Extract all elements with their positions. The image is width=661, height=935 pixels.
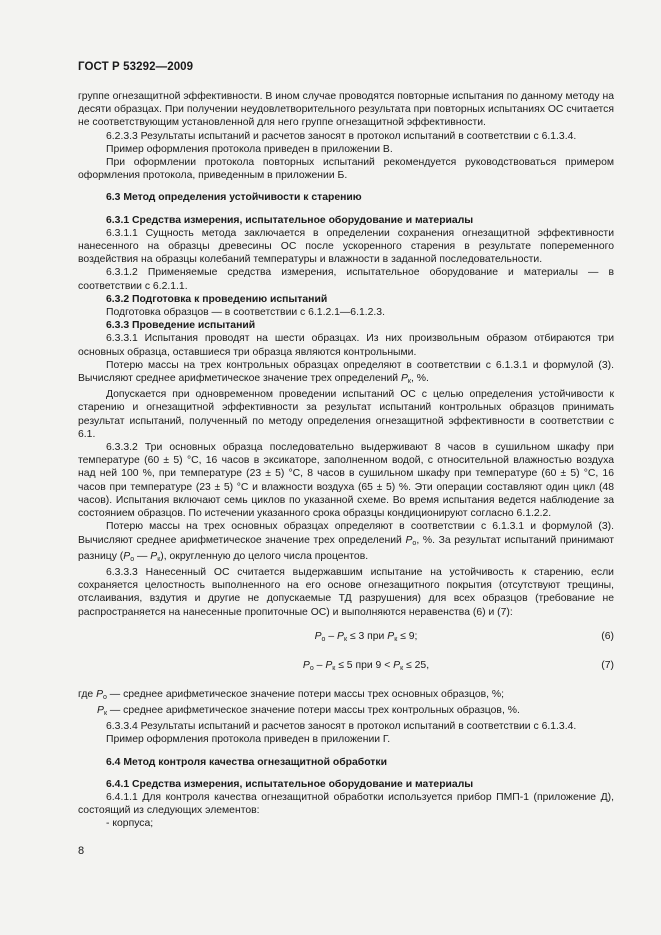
paragraph: При оформлении протокола повторных испытаний рекомендуется руководствоваться примером оформления протокола, приведенным в приложении Б. <box>78 157 614 182</box>
equation-7: $P_о - P_к \le 5$ при $9 < P_к \le 25$, (7) <box>302 659 614 672</box>
list-item: - корпуса; <box>106 818 154 830</box>
section-heading: 6.4 Метод контроля качества огнезащитной обработки <box>106 756 387 768</box>
equation-6: $P_о - P_к \le 3$ при $P_к \le 9$; (6) <box>314 630 614 643</box>
subsection-heading: 6.3.3 Проведение испытаний <box>106 320 256 332</box>
legend-po: где $P_о$ — среднее арифметическое значение потери массы трех основных образцов, %; <box>78 688 505 701</box>
paragraph: 6.4.1.1 Для контроля качества огнезащитной обработки используется прибор ПМП-1 (приложение Д), состоящий из следующих элементов: <box>78 791 614 817</box>
standard-header: ГОСТ Р 53292—2009 <box>78 61 194 73</box>
paragraph: 6.3.1.2 Применяемые средства измерения, испытательное оборудование и материалы — в соответствии с 6.2.1.1. <box>78 267 614 292</box>
paragraph: Потерю массы на трех контрольных образцах определяют в соответствии с 6.1.3.1 и формулой (3). Вычисляют среднее арифметическое значение трех определений $P_к$, %. <box>78 359 614 386</box>
subsection-heading: 6.3.1 Средства измерения, испытательное оборудование и материалы <box>106 214 474 226</box>
paragraph: Потерю массы на трех основных образцах определяют в соответствии с 6.1.3.1 и формулой (3). Вычисляют среднее арифметическое значение трех определений $P_о$, %. За результат испытаний принимают разницу ($P_о$ — $P_к$), округленную до целого числа процентов. <box>78 521 614 563</box>
paragraph: 6.2.3.3 Результаты испытаний и расчетов заносят в протокол испытаний в соответствии с 6.1.3.4. <box>106 130 577 142</box>
paragraph: 6.3.3.2 Три основных образца последовательно выдерживают 8 часов в сушильном шкафу при температуре (60 ± 5) °С, 16 часов в эксикаторе, заполненном водой, с относительной влажностью воздуха над ней 100 %, при температуре (23 ± 5) °С, 8 часов в сушильном шкафу при температуре (60 ± 5) °С, 16 часов при температуре (23 ± 5) °С и влажности воздуха (65 ± 5) %. Эти операции составляют один цикл (48 часов). Испытания включают семь циклов по указанной схеме. Во время испытания ведется наблюдение за состоянием образцов. По истечении указанного срока образцы кондиционируют согласно 6.1.2.2. <box>78 442 614 520</box>
paragraph: 6.3.3.4 Результаты испытаний и расчетов заносят в протокол испытаний в соответствии с 6.1.3.4. <box>106 721 577 733</box>
paragraph: группе огнезащитной эффективности. В ином случае проводятся повторные испытания по данному методу на десяти образцах. При получении неудовлетворительного результата при повторных испытаниях ОС считается не соответствующим установленной для него группе огнезащитной эффективности. <box>78 91 614 129</box>
page-body <box>78 90 614 831</box>
legend-pk: $P_к$ — среднее арифметическое значение потери массы трех контрольных образцов, %. <box>97 704 520 717</box>
paragraph: 6.3.3.1 Испытания проводят на шести образцах. Из них произвольным образом отбираются три основных образца, оставшиеся три образца являются контрольными. <box>78 333 614 358</box>
equation-number: (6) <box>601 630 614 642</box>
paragraph: Пример оформления протокола приведен в приложении Г. <box>106 734 391 746</box>
paragraph: 6.3.3.3 Нанесенный ОС считается выдержавшим испытание на устойчивость к старению, если сохраняется целостность выполненного на его основе огнезащитного покрытия (отсутствуют трещины, отслаивания, вздутия и другие не допускаемые ТД разрушения) для всех образцов (требование не распространяется на нанесенные пропиточные ОС) и выполняются неравенства (6) и (7): <box>78 566 614 618</box>
page-number: 8 <box>78 845 85 857</box>
paragraph: 6.3.1.1 Сущность метода заключается в определении сохранения огнезащитной эффективности нанесенного на образцы древесины ОС после ускоренного старения в результате попеременного воздействия на образцы колебаний температуры и влажности в заданной последовательности. <box>78 227 614 266</box>
paragraph: Подготовка образцов — в соответствии с 6.1.2.1—6.1.2.3. <box>106 307 385 319</box>
equation-number: (7) <box>601 659 614 671</box>
section-heading: 6.3 Метод определения устойчивости к старению <box>106 192 362 204</box>
subsection-heading: 6.4.1 Средства измерения, испытательное оборудование и материалы <box>106 778 474 790</box>
paragraph: Допускается при одновременном проведении испытаний ОС с целью определения устойчивости к старению и огнезащитной эффективности за результат испытаний контрольных образцов принимать результат испытаний, полученный по методу определения огнезащитной эффективности в соответствии с 6.1. <box>78 389 614 440</box>
subsection-heading: 6.3.2 Подготовка к проведению испытаний <box>106 293 328 305</box>
paragraph: Пример оформления протокола приведен в приложении В. <box>106 143 393 155</box>
